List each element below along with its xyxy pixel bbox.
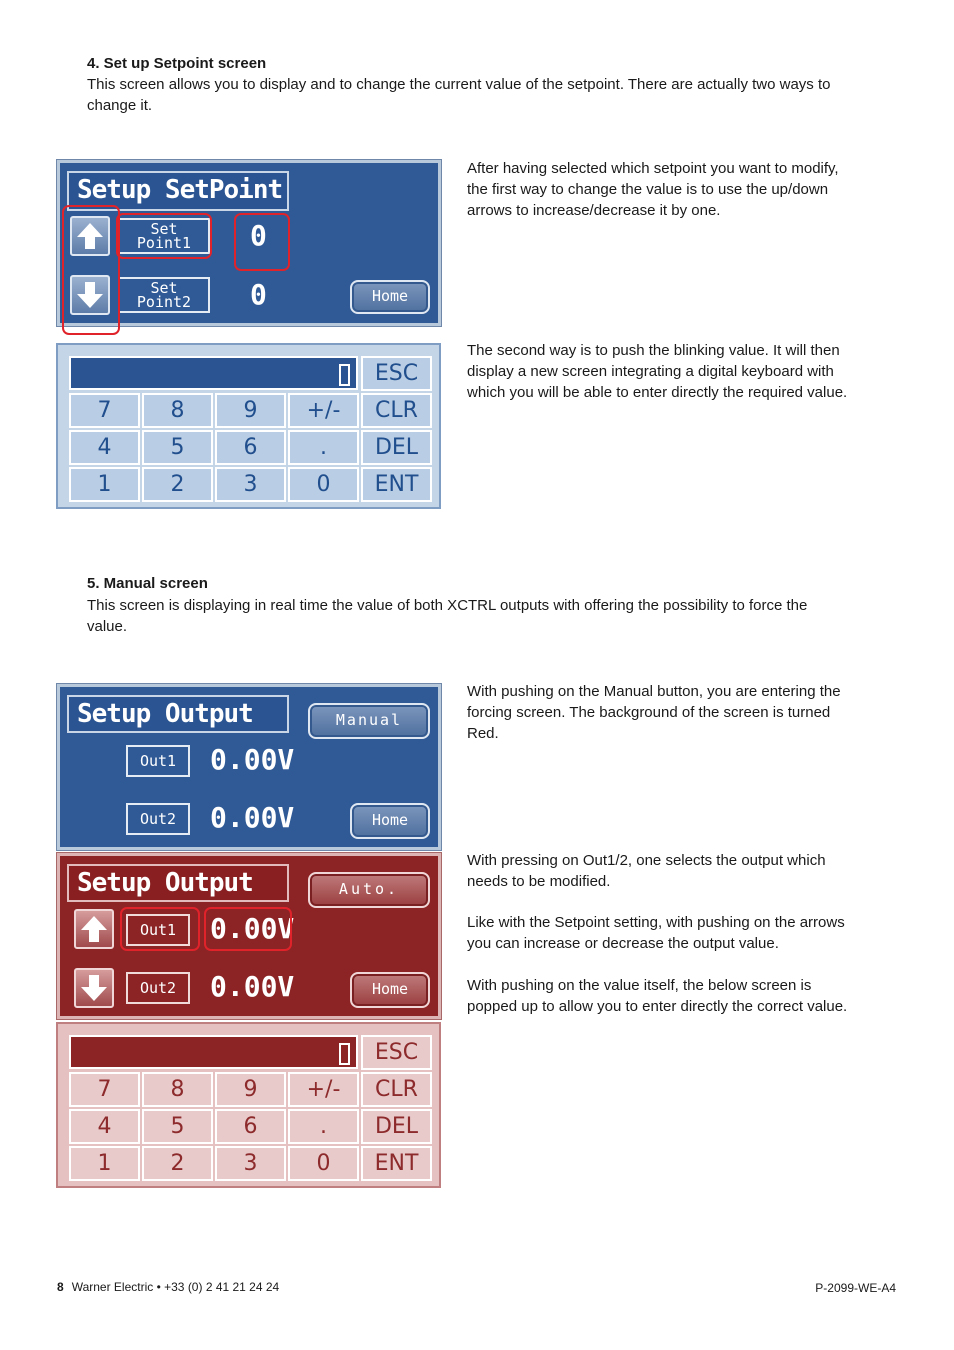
section-4-description-2 <box>467 340 892 403</box>
out2-button[interactable]: Out2 <box>126 803 190 835</box>
setup-output-auto-screen <box>57 684 441 850</box>
out2-value[interactable]: 0.00V <box>210 801 295 834</box>
section-5-description-4 <box>467 975 892 1017</box>
setup-output-manual-screen <box>57 853 441 1019</box>
section-4-intro-line2: change it. <box>87 97 153 114</box>
section-4-heading: 4. Set up Setpoint screen <box>87 55 267 72</box>
keypad-blue <box>56 343 441 509</box>
home-button[interactable]: Home <box>350 972 430 1008</box>
out1-button[interactable]: Out1 <box>126 745 190 777</box>
text-line: Like with the Setpoint setting, with pushing on the arrows <box>467 914 845 931</box>
output-screen-title: Setup Output <box>67 864 289 902</box>
section-5-intro-line1: This screen is displaying in real time the value of both XCTRL outputs with offering the possibility to force the <box>87 597 808 614</box>
section-4-description-1 <box>467 158 892 221</box>
setpoint2-value[interactable]: 0 <box>250 278 267 311</box>
value-highlight <box>234 213 290 271</box>
home-button[interactable]: Home <box>350 280 430 314</box>
setpoint2-button[interactable] <box>118 277 210 313</box>
text-line: display a new screen integrating a digital keyboard with <box>467 363 834 380</box>
key-8[interactable]: 8 <box>142 1072 213 1107</box>
down-arrow-button[interactable] <box>74 968 114 1008</box>
key-2[interactable]: 2 <box>142 1146 213 1181</box>
auto-button[interactable]: Auto. <box>308 872 430 908</box>
text-line: With pushing on the Manual button, you are entering the <box>467 683 841 700</box>
setpoint2-label-line2: Point2 <box>136 293 192 311</box>
footer-doc-ref: P-2099-WE-A4 <box>815 1281 896 1295</box>
out1-button[interactable]: Out1 <box>126 914 190 946</box>
key-clr[interactable]: CLR <box>361 1072 432 1107</box>
out1-value[interactable]: 0.00V <box>210 743 295 776</box>
key-1[interactable]: 1 <box>69 467 140 502</box>
text-line: the first way to change the value is to use the up/down <box>467 181 829 198</box>
text-line: With pushing on the value itself, the below screen is <box>467 977 812 994</box>
key-5[interactable]: 5 <box>142 1109 213 1144</box>
output-screen-title: Setup Output <box>67 695 289 733</box>
keypad-display[interactable] <box>69 356 358 390</box>
key-3[interactable]: 3 <box>215 467 286 502</box>
keypad-red <box>56 1022 441 1188</box>
footer-left <box>57 1280 279 1294</box>
keypad-display[interactable] <box>69 1035 358 1069</box>
setpoint1-label-line1: Set <box>150 220 178 238</box>
arrow-up-icon <box>76 911 112 947</box>
key-3[interactable]: 3 <box>215 1146 286 1181</box>
key-0[interactable]: 0 <box>288 467 359 502</box>
text-line: you can increase or decrease the output value. <box>467 935 779 952</box>
footer-company: Warner Electric • +33 (0) 2 41 21 24 24 <box>71 1280 280 1294</box>
key-ent[interactable]: ENT <box>361 1146 432 1181</box>
up-arrow-button[interactable] <box>74 909 114 949</box>
key-plus-minus[interactable]: +/- <box>288 393 359 428</box>
key-decimal[interactable]: . <box>288 1109 359 1144</box>
out2-button[interactable]: Out2 <box>126 972 190 1004</box>
key-6[interactable]: 6 <box>215 430 286 465</box>
key-del[interactable]: DEL <box>361 430 432 465</box>
section-5-description-1 <box>467 681 892 744</box>
key-2[interactable]: 2 <box>142 467 213 502</box>
key-7[interactable]: 7 <box>69 393 140 428</box>
text-line: After having selected which setpoint you want to modify, <box>467 160 839 177</box>
text-line: needs to be modified. <box>467 873 611 890</box>
cursor-icon <box>339 364 350 386</box>
key-ent[interactable]: ENT <box>361 467 432 502</box>
setpoint-screen-title: Setup SetPoint <box>67 171 289 211</box>
key-del[interactable]: DEL <box>361 1109 432 1144</box>
section-5-description-3 <box>467 912 892 954</box>
key-7[interactable]: 7 <box>69 1072 140 1107</box>
key-5[interactable]: 5 <box>142 430 213 465</box>
key-esc[interactable]: ESC <box>361 356 432 391</box>
page-number: 8 <box>57 1280 64 1294</box>
section-4-intro-line1: This screen allows you to display and to change the current value of the setpoint. There are actually two ways to <box>87 76 831 93</box>
key-clr[interactable]: CLR <box>361 393 432 428</box>
value-highlight <box>204 907 295 951</box>
key-8[interactable]: 8 <box>142 393 213 428</box>
setpoint1-value[interactable]: 0 <box>250 219 267 252</box>
out2-value[interactable]: 0.00V <box>210 970 295 1003</box>
key-9[interactable]: 9 <box>215 1072 286 1107</box>
key-1[interactable]: 1 <box>69 1146 140 1181</box>
arrow-down-icon <box>76 970 112 1006</box>
section-5-heading: 5. Manual screen <box>87 575 208 592</box>
text-line: forcing screen. The background of the screen is turned <box>467 704 831 721</box>
text-line: Red. <box>467 725 499 742</box>
arrows-highlight <box>62 205 120 335</box>
key-9[interactable]: 9 <box>215 393 286 428</box>
key-0[interactable]: 0 <box>288 1146 359 1181</box>
out-highlight <box>120 907 200 951</box>
key-6[interactable]: 6 <box>215 1109 286 1144</box>
home-button[interactable]: Home <box>350 803 430 839</box>
manual-button[interactable]: Manual <box>308 703 430 739</box>
setpoint2-label-line1: Set <box>150 279 178 297</box>
key-esc[interactable]: ESC <box>361 1035 432 1070</box>
key-4[interactable]: 4 <box>69 430 140 465</box>
out1-value[interactable]: 0.00V <box>210 912 295 945</box>
setup-setpoint-screen <box>57 160 441 326</box>
cursor-icon <box>339 1043 350 1065</box>
text-line: arrows to increase/decrease it by one. <box>467 202 721 219</box>
section-5-intro-line2: value. <box>87 618 128 635</box>
text-line: The second way is to push the blinking value. It will then <box>467 342 840 359</box>
section-5-description-2 <box>467 850 892 892</box>
setpoint1-label-line2: Point1 <box>136 234 192 252</box>
key-4[interactable]: 4 <box>69 1109 140 1144</box>
key-plus-minus[interactable]: +/- <box>288 1072 359 1107</box>
label-highlight <box>116 213 212 259</box>
key-decimal[interactable]: . <box>288 430 359 465</box>
text-line: popped up to allow you to enter directly the correct value. <box>467 998 848 1015</box>
text-line: With pressing on Out1/2, one selects the output which <box>467 852 826 869</box>
text-line: which you will be able to enter directly the required value. <box>467 384 848 401</box>
